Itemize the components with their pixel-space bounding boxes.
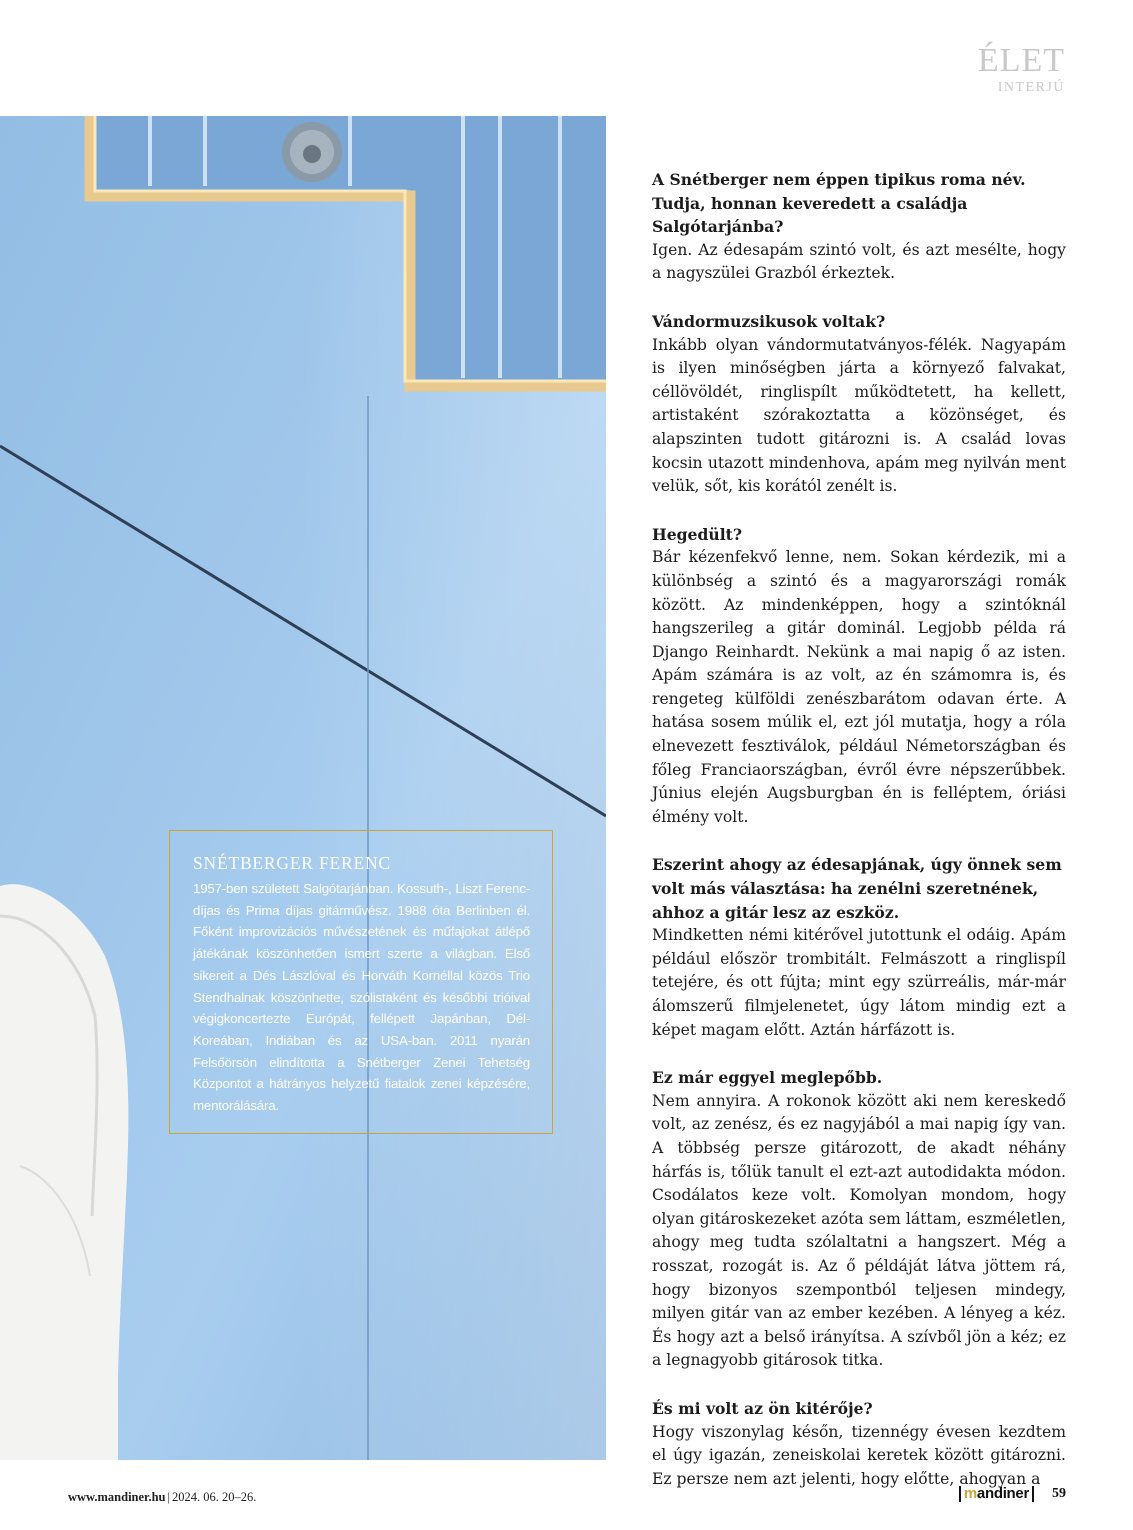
footer-left <box>68 1490 256 1505</box>
section-title: ÉLET <box>977 42 1065 79</box>
interview-text <box>652 168 1066 1515</box>
page-number: 59 <box>1052 1486 1066 1501</box>
portrait-photo <box>0 116 606 1460</box>
answer: Hogy viszonylag későn, tizennégy évesen kezdtem el úgy igazán, zeneiskolai keretek között gitározni. Ez persze nem azt jelenti, hogy előtte, ahogyan a <box>652 1422 1066 1488</box>
footer-right <box>959 1486 1066 1502</box>
qa-block <box>652 853 1066 1042</box>
answer: Inkább olyan vándormutatványos-félék. Nagyapám is ilyen minőségben járta a környező falvakat, céllövöldét, ringlispílt működtetett, ha kellett, artistaként szórakoztatta a közönséget, és alapszinten tudott gitározni is. A család lovas kocsin utazott mindenhova, apám meg nyilván ment velük, sőt, kis korától zenélt is. <box>652 335 1066 496</box>
qa-block <box>652 1397 1066 1491</box>
issue-date: 2024. 06. 20–26. <box>172 1490 257 1504</box>
question: A Snétberger nem éppen tipikus roma név. Tudja, honnan keveredett a családja Salgótarjánba? <box>652 170 1026 237</box>
website-link[interactable]: www.mandiner.hu <box>68 1490 166 1504</box>
bio-text: 1957-ben született Salgótarjánban. Kossuth-, Liszt Ferenc-díjas és Prima díjas gitárművész. 1988 óta Berlinben él. Főként improvizációs művészetének és műfajokat átlépő játékának köszönhetően ismert szerte a világban. Első sikereit a Dés Lászlóval és Horváth Kornéllal közös Trio Stendhalnak köszönhette, szólistaként és későbbi trióival végigkoncertezte Európát, fellépett Japánban, Dél-Koreában, Indiában és az USA-ban. 2011 nyarán Felsőörsön elindította a Snétberger Zenei Tehetség Központot a hátrányos helyzetű fiatalok zenei képzésére, mentorálására. <box>193 881 530 1114</box>
qa-block <box>652 523 1066 830</box>
section-header <box>978 44 1065 96</box>
qa-block <box>652 1066 1066 1373</box>
question: Vándormuzsikusok voltak? <box>652 311 886 331</box>
answer: Mindketten némi kitérővel jutottunk el odáig. Apám például először trombitált. Felmászott a ringlispíl tetejére, és ott fújta; mint egy szürreális, már-már álomszerű filmjelenetet, úgy látom mindig ezt a képet magam előtt. Aztán hárfázott is. <box>652 926 1066 1039</box>
answer: Nem annyira. A rokonok között aki nem kereskedő volt, az zenész, és ez nagyjából a mai napig így van. A többség persze gitározott, de akadt néhány hárfás is, tőlük tanult el ezt-azt autodidakta módon. Csodálatos keze volt. Komolyan mondom, hogy olyan gitároskezeket azóta sem láttam, eszméletlen, ahogy meg tudta szólaltatni a hangszert. Még a rosszat, rozogát is. Az ő példáját látva jöttem rá, hogy bizonyos szempontból teljesen mindegy, milyen gitár van az ember kezében. A lényeg a kéz. És hogy azt a belső irányítsa. A szívből jön a kéz; ez a legnagyobb gitárosok titka. <box>652 1091 1066 1370</box>
section-subtitle: INTERJÚ <box>997 80 1065 95</box>
question: Eszerint ahogy az édesapjának, úgy önnek sem volt más választása: ha zenélni szeretnének, ahhoz a gitár lesz az eszköz. <box>652 855 1062 922</box>
answer: Igen. Az édesapám szintó volt, és azt mesélte, hogy a nagyszülei Grazból érkeztek. <box>652 240 1066 283</box>
bio-box <box>169 830 553 1134</box>
question: Ez már eggyel meglepőbb. <box>652 1068 883 1088</box>
qa-block <box>652 168 1066 286</box>
mandiner-logo: mandiner <box>959 1486 1034 1502</box>
qa-block <box>652 310 1066 499</box>
footer-separator: | <box>167 1490 171 1504</box>
question: Hegedült? <box>652 524 742 544</box>
bio-name: SNÉTBERGER FERENC <box>193 853 391 873</box>
answer: Bár kézenfekvő lenne, nem. Sokan kérdezik, mi a különbség a szintó és a magyarországi romák között. Az mindenképpen, hogy a szintóknál hangszerileg a gitár dominál. Legjobb példa rá Django Reinhardt. Nekünk a mai napig ő az isten. Apám számára is az volt, az én számomra is, és rengeteg külföldi zenészbarátom odavan érte. A hatása sosem múlik el, ezt jól mutatja, hogy a róla elnevezett fesztiválok, például Németországban és főleg Franciaországban, évről évre népszerűbbek. Június elején Augsburgban én is felléptem, óriási élmény volt. <box>652 548 1066 826</box>
question: És mi volt az ön kitérője? <box>652 1398 873 1418</box>
